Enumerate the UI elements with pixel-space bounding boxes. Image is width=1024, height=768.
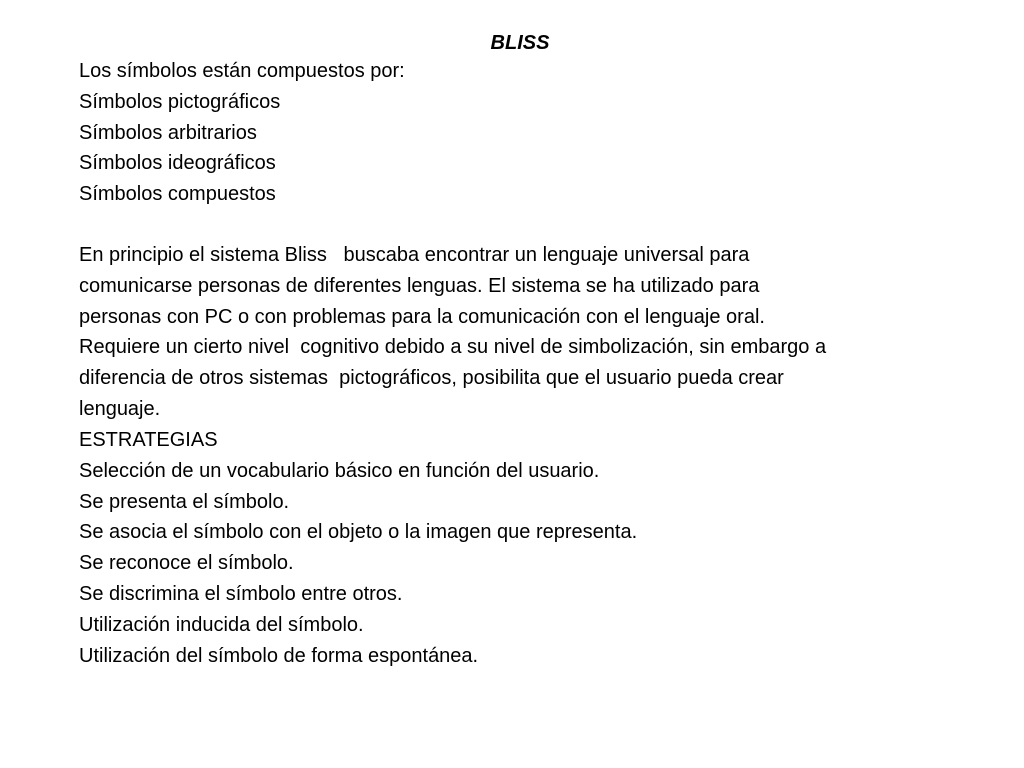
- paragraph-line: lenguaje.: [79, 397, 161, 420]
- composition-heading: Los símbolos están compuestos por:: [79, 60, 405, 82]
- slide-title: BLISS: [490, 32, 550, 54]
- strategy-item: Se asocia el símbolo con el objeto o la imagen que representa.: [79, 521, 638, 544]
- strategies-section: [79, 425, 979, 671]
- composition-item: Símbolos pictográficos: [79, 90, 281, 113]
- paragraph-line: Requiere un cierto nivel cognitivo debido a su nivel de simbolización, sin embargo a: [79, 336, 827, 359]
- bliss-description-paragraph: [79, 240, 979, 425]
- strategy-item: Utilización del símbolo de forma espontánea.: [79, 644, 479, 667]
- composition-item: Símbolos ideográficos: [79, 152, 276, 175]
- composition-item: Símbolos arbitrarios: [79, 121, 257, 144]
- strategies-heading: ESTRATEGIAS: [79, 429, 218, 451]
- strategy-item: Se discrimina el símbolo entre otros.: [79, 582, 403, 605]
- paragraph-line: personas con PC o con problemas para la comunicación con el lenguaje oral.: [79, 305, 765, 328]
- strategy-item: Utilización inducida del símbolo.: [79, 613, 364, 636]
- composition-item: Símbolos compuestos: [79, 183, 276, 206]
- paragraph-line: En principio el sistema Bliss buscaba encontrar un lenguaje universal para: [79, 244, 750, 266]
- strategy-item: Se reconoce el símbolo.: [79, 552, 294, 575]
- paragraph-line: comunicarse personas de diferentes lenguas. El sistema se ha utilizado para: [79, 274, 760, 297]
- paragraph-line: diferencia de otros sistemas pictográficos, posibilita que el usuario pueda crear: [79, 367, 784, 390]
- strategy-item: Se presenta el símbolo.: [79, 490, 290, 513]
- symbols-composition-section: [79, 56, 979, 210]
- strategy-item: Selección de un vocabulario básico en función del usuario.: [79, 459, 600, 482]
